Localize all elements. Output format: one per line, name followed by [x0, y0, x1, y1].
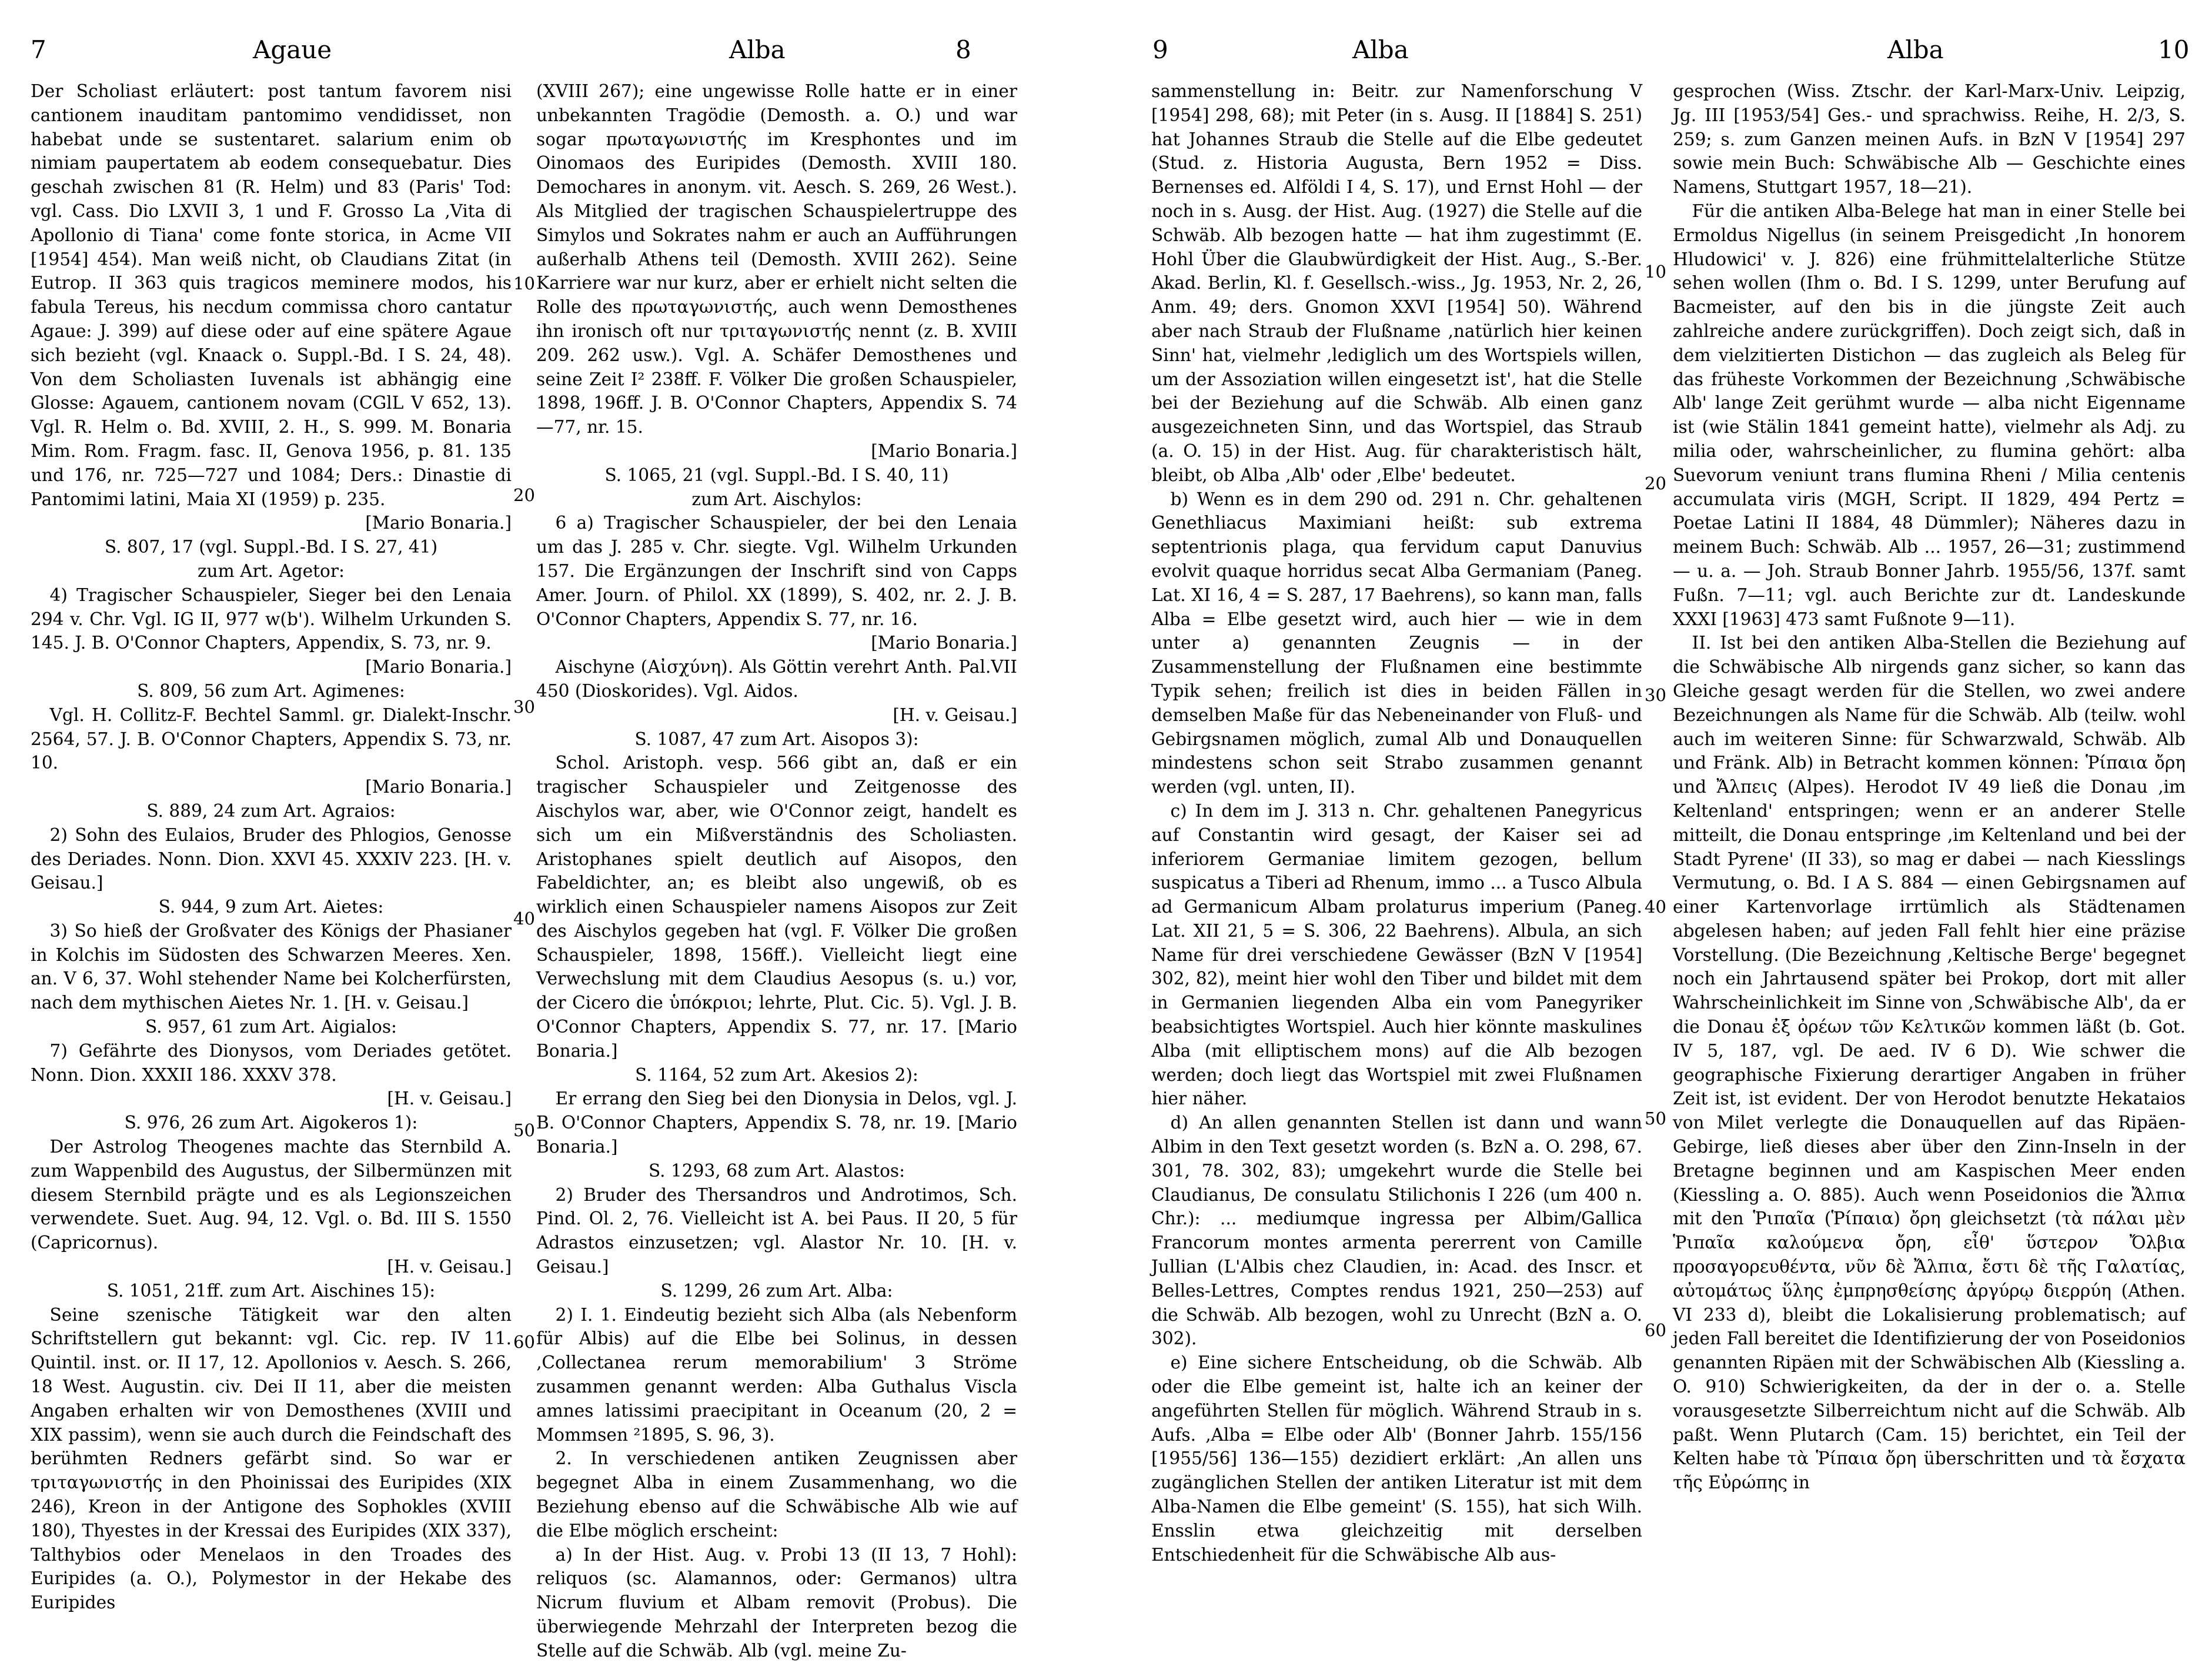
- paragraph: Aischyne (Αἰσχύνη). Als Göttin verehrt Anth. Pal.VII 450 (Dioskorides). Vgl. Aidos.: [536, 657, 1017, 701]
- paragraph: c) In dem im J. 313 n. Chr. gehaltenen Panegyricus auf Constantin wird gesagt, der Kaiser sei ad inferiorem Germaniae limitem gezogen, bellum suspicatus a Tiberi ad Rhenum, immo ... a Tusco Albula ad Germanicum Albam prolaturus imperium (Paneg. Lat. XII 21, 5 = S. 306, 22 Baehrens). Albula, an sich Name für drei verschiedene Gewässer (BzN V [1954] 302, 82), meint hier wohl den Tiber und bildet mit dem in Germanien liegenden Alba ein vom Panegyriker beabsichtigtes Wortspiel. Auch hier könnte maskulines Alba (mit elliptischem mons) auf die Alb bezogen werden; doch liegt das Wortspiel mit zwei Flußnamen hier näher.: [1151, 800, 1642, 1109]
- paragraph: 7) Gefährte des Dionysos, vom Deriades getötet. Nonn. Dion. XXXII 186. XXXV 378.: [31, 1040, 512, 1085]
- article-heading: S. 957, 61 zum Art. Aigialos:: [145, 1017, 397, 1037]
- right-running-title-2: Alba: [1887, 35, 1944, 64]
- page-gutter: [1020, 0, 1117, 1524]
- paragraph: 2) I. 1. Eindeutig bezieht sich Alba (als Nebenform für Albis) auf die Elbe bei Solinus, in dessen ‚Collectanea rerum memorabilium' 3 Ströme zusammen genannt werden: Alba Guthalus Viscla amnes latissimi praecipitant in Oceanum (20, 2 = Mommsen ²1895, S. 96, 3).: [536, 1304, 1017, 1445]
- line-number: 10: [1645, 262, 1666, 282]
- author-signature: [H. v. Geisau.]: [387, 1088, 512, 1109]
- article-heading: S. 889, 24 zum Art. Agraios:: [146, 800, 396, 821]
- paragraph: 6 a) Tragischer Schauspieler, der bei den Lenaia um das J. 285 v. Chr. siegte. Vgl. Wilhelm Urkunden 157. Die Ergänzungen der Inschrift sind von Capps Amer. Journ. of Philol. XX (1899), S. 402, nr. 2. J. B. O'Connor Chapters, Appendix S. 77, nr. 16.: [536, 513, 1017, 629]
- article-heading: S. 1051, 21ff. zum Art. Aischines 15):: [106, 1280, 436, 1301]
- paragraph: gesprochen (Wiss. Ztschr. der Karl-Marx-Univ. Leipzig, Jg. III [1953/54] Ges.- und sprachwiss. Reihe, H. 2/3, S. 259; s. zum Ganzen meinen Aufs. in BzN V [1954] 297 sowie mein Buch: Schwäbische Alb — Geschichte eines Namens, Stuttgart 1957, 18—21).: [1673, 81, 2186, 198]
- article-heading: S. 1164, 52 zum Art. Akesios 2):: [635, 1064, 918, 1085]
- right-page-header: [1117, 29, 2212, 71]
- paragraph: a) In der Hist. Aug. v. Probi 13 (II 13, 7 Hohl): reliquos (sc. Alamannos, oder: Germanos) ultra Nicrum fluvium et Albam removit (Probus). Die überwiegende Mehrzahl der Interpreten bezog die Stelle auf die Schwäb. Alb (vgl. meine Zu-: [536, 1544, 1017, 1661]
- line-number: 50: [1645, 1108, 1666, 1128]
- left-page: [0, 0, 1020, 1661]
- line-number: 30: [1645, 685, 1666, 705]
- paragraph: b) Wenn es in dem 290 od. 291 n. Chr. gehaltenen Genethliacus Maximiani heißt: sub extrema septentrionis plaga, qua fervidum caput Danuvius evolvit quaque horridus secat Alba Germaniam (Paneg. Lat. XI 16, 4 = S. 287, 17 Baehrens), so kann man, falls Alba = Elbe gesetzt wird, auch hier — wie in dem unter a) genannten Zeugnis — in der Zusammenstellung der Flußnamen eine bestimmte Typik sehen; freilich ist dies in beiden Fällen in demselben Maße für das Nebeneinander von Fluß- und Gebirgsnamen möglich, zumal Alb und Donauquellen mindestens schon seit Strabo zusammen genannt werden (vgl. unten, II).: [1151, 489, 1642, 797]
- paragraph: II. Ist bei den antiken Alba-Stellen die Beziehung auf die Schwäbische Alb nirgends ganz sicher, so kann das Gleiche gesagt werden für die Stellen, wo zwei andere Bezeichnungen als Name für die Schwäb. Alb (teilw. wohl auch im weiteren Sinne: für Schwarzwald, Schwäb. Alb und Fränk. Alb) in Betracht kommen können: Ῥίπαια ὄρη und Ἄλπεις (Alpes). Herodot IV 49 ließ die Donau ‚im Keltenland' entspringen; wenn er an anderer Stelle mitteilt, die Donau entspringe ‚im Keltenland und bei der Stadt Pyrene' (II 33), so mag er dabei — nach Kiesslings Vermutung, o. Bd. I A S. 884 — einen Gebirgsnamen auf einer Kartenvorlage irrtümlich als Städtenamen abgelesen haben; auf jeden Fall fehlt hier eine präzise Vorstellung. (Die Bezeichnung ‚Keltische Berge' begegnet noch ein Jahrtausend später bei Prokop, dort mit aller Wahrscheinlichkeit im Sinne von ‚Schwäbische Alb', da er die Donau ἐξ ὀρέων τῶν Κελτικῶν kommen läßt (b. Got. IV 5, 187, vgl. De aed. IV 6 D). Wie schwer die geographische Fixierung derartiger Angaben in früher Zeit ist, ist evident. Der von Herodot benutzte Hekataios von Milet verlegte die Donauquellen auf das Ripäen-Gebirge, ließ dieses aber über den Zinn-Inseln in der Bretagne beginnen und am Kaspischen Meer enden (Kiessling a. O. 885). Auch wenn Poseidonios die Ἄλπια mit den Ῥιπαῖα (Ῥίπαια) ὄρη gleichsetzt (τὰ πάλαι μὲν Ῥιπαῖα καλούμενα ὄρη, εἶθ' ὕστερον Ὄλβια προσαγορευθέντα, νῦν δὲ Ἄλπια, ἔστι δὲ τῆς Γαλατίας, αὐτομάτως ὕλης ἐμπρησθείσης ἀργύρῳ διερρύη (Athen. VI 233 d), bleibt die Lokalisierung problematisch; auf jeden Fall bereitet die Identifizierung der von Poseidonios genannten Ripäen mit der Schwäbischen Alb (Kiessling a. O. 910) Schwierigkeiten, da der in der o. a. Stelle vorausgesetzte Silberreichtum nicht auf die Schwäb. Alb paßt. Wenn Plutarch (Cam. 15) berichtet, ein Teil der Kelten habe τὰ Ῥίπαια ὄρη überschritten und τὰ ἔσχατα τῆς Εὐρώπης in: [1673, 633, 2186, 1493]
- article-heading: S. 1293, 68 zum Art. Alastos:: [648, 1160, 905, 1181]
- paragraph: Für die antiken Alba-Belege hat man in einer Stelle bei Ermoldus Nigellus (in seinem Preisgedicht ‚In honorem Hludowici' v. J. 826) eine frühmittelalterliche Stütze sehen wollen (Ihm o. Bd. I S. 1299, unter Berufung auf Bacmeister, auf den bis in die jüngste Zeit auch zahlreiche andere zurückgriffen). Doch zeigt sich, daß in dem vielzitierten Distichon — das zugleich als Beleg für das früheste Vorkommen der Bezeichnung ‚Schwäbische Alb' lange Zeit gerühmt wurde — alba nicht Eigenname ist (wie Stälin 1841 gemeint hatte), vielmehr als Adj. zu milia oder, wahrscheinlicher, zu flumina gehört: alba Suevorum veniunt trans flumina Rheni / Milia centenis accumulata viris (MGH, Script. II 1829, 494 Pertz = Poetae Latini II 1884, 48 Dümmler); Näheres dazu in meinem Buch: Schwäb. Alb ... 1957, 26—31; zustimmend — u. a. — Joh. Straub Bonner Jahrb. 1955/56, 137f. samt Fußn. 7—11; vgl. auch Berichte zur dt. Landeskunde XXXI [1963] 473 samt Fußnote 9—11).: [1673, 201, 2186, 629]
- article-heading: zum Art. Aischylos:: [691, 489, 862, 509]
- line-number: 50: [513, 1120, 535, 1140]
- paragraph: Schol. Aristoph. vesp. 566 gibt an, daß er ein tragischer Schauspieler und Zeitgenosse des Aischylos war, aber, wie O'Connor zeigt, handelt es sich um ein Mißverständnis des Scholiasten. Aristophanes spielt deutlich auf Aisopos, den Fabeldichter, an; es bleibt also ungewiß, ob es wirklich einen Schauspieler namens Aisopos zur Zeit des Aischylos gegeben hat (vgl. F. Völker Die großen Schauspieler, 1898, 156ff.). Vielleicht liegt eine Verwechslung mit dem Claudius Aesopus (s. u.) vor, der Cicero die ὑπόκριοι; lehrte, Plut. Cic. 5). Vgl. J. B. O'Connor Chapters, Appendix S. 77, nr. 17. [Mario Bonaria.]: [536, 753, 1017, 1061]
- reference-line: S. 1065, 21 (vgl. Suppl.-Bd. I S. 40, 11): [604, 465, 949, 485]
- line-number: 10: [513, 273, 535, 293]
- right-page: [1117, 0, 2212, 1565]
- column-1: [31, 79, 512, 1613]
- page-number-8: 8: [955, 35, 971, 64]
- paragraph: 2) Sohn des Eulaios, Bruder des Phlogios, Genosse des Deriades. Nonn. Dion. XXVI 45. XXXIV 223. [H. v. Geisau.]: [31, 824, 512, 893]
- article-heading: S. 1299, 26 zum Art. Alba:: [660, 1280, 893, 1301]
- paragraph: Der Astrolog Theogenes machte das Sternbild A. zum Wappenbild des Augustus, der Silbermünzen mit diesem Sternbild prägte und es als Legionszeichen verwendete. Suet. Aug. 94, 12. Vgl. o. Bd. III S. 1550 (Capricornus).: [31, 1137, 512, 1253]
- paragraph: 2. In verschiedenen antiken Zeugnissen aber begegnet Alba in einem Zusammenhang, wo die Beziehung ebenso auf die Schwäbische Alb wie auf die Elbe möglich erscheint:: [536, 1448, 1017, 1541]
- reference-line: S. 807, 17 (vgl. Suppl.-Bd. I S. 27, 41): [104, 537, 438, 557]
- page-number-7: 7: [31, 35, 46, 64]
- author-signature: [Mario Bonaria.]: [871, 440, 1017, 461]
- mid-running-title: Alba: [729, 35, 786, 64]
- paragraph: sammenstellung in: Beitr. zur Namenforschung V [1954] 298, 68); mit Peter (in s. Ausg. II [1884] S. 251) hat Johannes Straub die Stelle auf die Elbe gedeutet (Stud. z. Historia Augusta, Bern 1952 = Diss. Bernenses ed. Alföldi I 4, S. 17), und Ernst Hohl — der noch in s. Ausg. der Hist. Aug. (1927) die Stelle auf die Schwäb. Alb bezogen hatte — hat ihm zugestimmt (E. Hohl Über die Glaubwürdigkeit der Hist. Aug., S.-Ber. Akad. Berlin, Kl. f. Gesellsch.-wiss., Jg. 1953, Nr. 2, 26, Anm. 49; ders. Gnomon XXVI [1954] 50). Während aber nach Straub der Flußname ‚natürlich hier keinen Sinn' hat, vielmehr ‚lediglich um des Wortspiels willen, um der Assoziation willen eingesetzt ist', hat die Stelle bei der Beziehung auf die Schwäb. Alb einen ganz ausgezeichneten Sinn, und das Wortspiel, das Straub (a. O. 15) in der Hist. Aug. für charakteristisch hält, bleibt, ob Alba ‚Alb' oder ‚Elbe' bedeutet.: [1151, 81, 1642, 485]
- paragraph: 2) Bruder des Thersandros und Androtimos, Sch. Pind. Ol. 2, 76. Vielleicht ist A. bei Paus. II 20, 5 für Adrastos einzusetzen; vgl. Alastor Nr. 10. [H. v. Geisau.]: [536, 1184, 1017, 1277]
- column-4: [1673, 79, 2186, 1514]
- author-signature: [Mario Bonaria.]: [365, 513, 512, 533]
- page-number-10: 10: [2158, 35, 2190, 64]
- paragraph: (XVIII 267); eine ungewisse Rolle hatte er in einer unbekannten Tragödie (Demosth. a. O.) und war sogar πρωταγωνιστής im Kresphontes und im Oinomaos des Euripides (Demosth. XVIII 180. Demochares in anonym. vit. Aesch. S. 269, 26 West.). Als Mitglied der tragischen Schauspielertruppe des Simylos und Sokrates nahm er auch an Aufführungen außerhalb Athens teil (Demosth. XVIII 262). Seine Karriere war nur kurz, aber er erhielt nicht selten die Rolle des πρωταγωνιστής, auch wenn Demosthenes ihn ironisch oft nur τριταγωνιστής nennt (z. B. XVIII 209. 262 usw.). Vgl. A. Schäfer Demosthenes und seine Zeit I² 238ff. F. Völker Die großen Schauspieler, 1898, 196ff. J. B. O'Connor Chapters, Appendix S. 74—77, nr. 15.: [536, 81, 1017, 438]
- article-heading: S. 976, 26 zum Art. Aigokeros 1):: [124, 1113, 418, 1133]
- author-signature: [H. v. Geisau.]: [893, 704, 1017, 725]
- left-page-header: [0, 29, 1020, 71]
- paragraph: Der Scholiast erläutert: post tantum favorem nisi cantionem inauditam pantomimo vendidisset, non habebat unde se sustentaret. salarium enim ob nimiam paupertatem ab eodem consequebatur. Dies geschah zwischen 81 (R. Helm) und 83 (Paris' Tod: vgl. Cass. Dio LXVII 3, 1 und F. Grosso La ‚Vita di Apollonio di Tiana' come fonte storica, in Acme VII [1954] 454). Man weiß nicht, ob Claudians Zitat (in Eutrop. II 363 quis tragicos meminere modos, his fabula Tereus, his necdum commissa choro cantatur Agaue: J. 399) auf diese oder auf eine spätere Agaue sich bezieht (vgl. Knaack o. Suppl.-Bd. I S. 24, 48). Von dem Scholiasten Iuvenals ist abhängig eine Glosse: Agauem, cantionem novam (CGlL V 652, 13). Vgl. R. Helm o. Bd. XVIII, 2. H., S. 999. M. Bonaria Mim. Rom. Fragm. fasc. II, Genova 1956, p. 81. 135 und 176, nr. 725—727 und 1084; Ders.: Dinastie di Pantomimi latini, Maia XI (1959) p. 235.: [31, 81, 512, 509]
- line-number: 60: [513, 1332, 535, 1352]
- paragraph: d) An allen genannten Stellen ist dann und wann Albim in den Text gesetzt worden (s. BzN a. O. 298, 67. 301, 78. 302, 83); umgekehrt wurde die Stelle bei Claudianus, De consulatu Stilichonis I 226 (um 400 n. Chr.): ... mediumque ingressa per Albim/Gallica Francorum montes armenta pererrent von Camille Jullian (L'Albis chez Claudien, in: Acad. des Inscr. et Belles-Lettres, Comptes rendus 1921, 250—253) auf die Schwäb. Alb bezogen, wohl zu Unrecht (BzN a. O. 302).: [1151, 1113, 1642, 1349]
- line-number: 40: [513, 909, 535, 929]
- right-running-title-1: Alba: [1352, 35, 1409, 64]
- article-heading: S. 1087, 47 zum Art. Aisopos 3):: [634, 729, 919, 749]
- paragraph: 3) So hieß der Großvater des Königs der Phasianer in Kolchis im Südosten des Schwarzen Meeres. Xen. an. V 6, 37. Wohl stehender Name bei Kolcherfürsten, nach dem mythischen Aietes Nr. 1. [H. v. Geisau.]: [31, 920, 512, 1013]
- article-heading: S. 944, 9 zum Art. Aietes:: [158, 897, 384, 917]
- author-signature: [H. v. Geisau.]: [387, 1257, 512, 1277]
- column-3: [1151, 79, 1642, 1565]
- author-signature: [Mario Bonaria.]: [365, 657, 512, 677]
- paragraph: Er errang den Sieg bei den Dionysia in Delos, vgl. J. B. O'Connor Chapters, Appendix S. 78, nr. 19. [Mario Bonaria.]: [536, 1088, 1017, 1157]
- article-heading: S. 809, 56 zum Art. Agimenes:: [137, 680, 405, 701]
- paragraph: Vgl. H. Collitz-F. Bechtel Samml. gr. Dialekt-Inschr. 2564, 57. J. B. O'Connor Chapters, Appendix S. 73, nr. 10.: [31, 704, 512, 773]
- page-number-9: 9: [1152, 35, 1168, 64]
- line-number: 60: [1645, 1320, 1666, 1340]
- article-heading: zum Art. Agetor:: [197, 560, 345, 581]
- paragraph: e) Eine sichere Entscheidung, ob die Schwäb. Alb oder die Elbe gemeint ist, halte ich an keiner der angeführten Stellen für möglich. Während Straub in s. Aufs. ‚Alba = Elbe oder Alb' (Bonner Jahrb. 155/156 [1955/56] 136—155) dezidiert erklärt: ‚An allen uns zugänglichen Stellen der antiken Literatur ist mit dem Alba-Namen die Elbe gemeint' (S. 155), hat sich Wilh. Ensslin etwa gleichzeitig mit derselben Entschiedenheit für die Schwäbische Alb aus-: [1151, 1353, 1642, 1565]
- author-signature: [Mario Bonaria.]: [365, 777, 512, 797]
- paragraph: 4) Tragischer Schauspieler, Sieger bei den Lenaia 294 v. Chr. Vgl. IG II, 977 w(b'). Wilhelm Urkunden S. 145. J. B. O'Connor Chapters, Appendix, S. 73, nr. 9.: [31, 585, 512, 653]
- author-signature: [Mario Bonaria.]: [871, 633, 1017, 653]
- line-number: 40: [1645, 897, 1666, 917]
- left-running-title: Agaue: [253, 35, 332, 64]
- line-number: 20: [1645, 473, 1666, 493]
- line-number: 30: [513, 697, 535, 717]
- column-2: [536, 79, 1017, 1661]
- paragraph: Seine szenische Tätigkeit war den alten Schriftstellern gut bekannt: vgl. Cic. rep. IV 11. Quintil. inst. or. II 17, 12. Apollonios v. Aesch. S. 266, 18 West. Augustin. civ. Dei II 11, aber die meisten Angaben erhalten wir von Demosthenes (XVIII und XIX passim), wenn sie auch durch die Feindschaft des berühmten Redners gefärbt sind. So war er τριταγωνιστής in den Phoinissai des Euripides (XIX 246), Kreon in der Antigone des Sophokles (XVIII 180), Thyestes in der Kressai des Euripides (XIX 337), Talthybios oder Menelaos in den Troades des Euripides (a. O.), Polymestor in der Hekabe des Euripides: [31, 1304, 512, 1613]
- line-number: 20: [513, 485, 535, 505]
